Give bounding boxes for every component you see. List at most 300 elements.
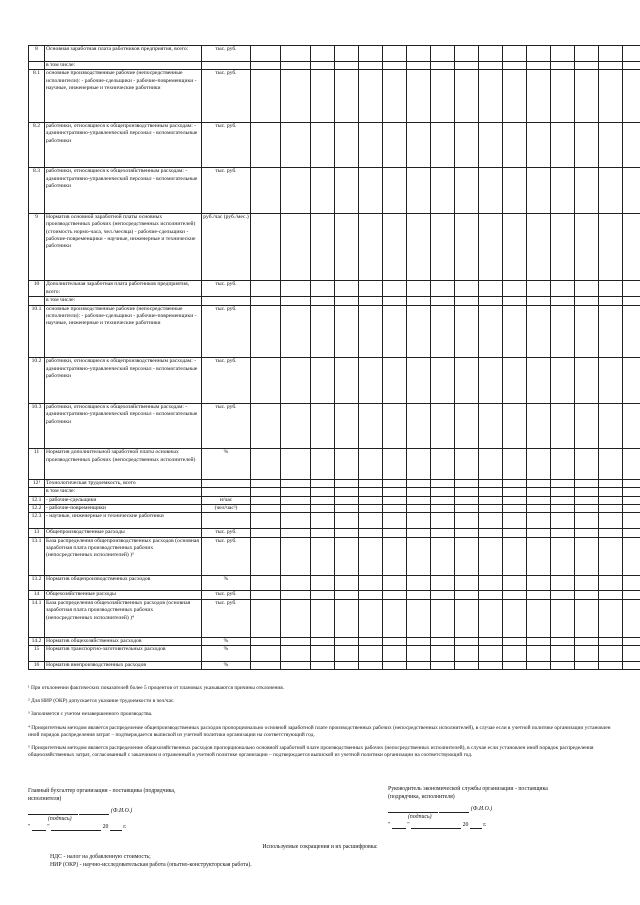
- value-cell[interactable]: [599, 123, 623, 168]
- value-cell[interactable]: [407, 479, 431, 487]
- value-cell[interactable]: [431, 504, 455, 512]
- value-cell[interactable]: [551, 281, 575, 297]
- value-cell[interactable]: [551, 637, 575, 645]
- value-cell[interactable]: [407, 61, 431, 69]
- value-cell[interactable]: [551, 504, 575, 512]
- value-cell[interactable]: [575, 403, 599, 448]
- value-cell[interactable]: [455, 449, 479, 480]
- value-cell[interactable]: [455, 297, 479, 305]
- value-cell[interactable]: [431, 646, 455, 662]
- value-cell[interactable]: [551, 575, 575, 591]
- value-cell[interactable]: [281, 123, 311, 168]
- value-cell[interactable]: [551, 537, 575, 575]
- value-cell[interactable]: [503, 488, 527, 496]
- value-cell[interactable]: [407, 662, 431, 670]
- value-cell[interactable]: [383, 537, 407, 575]
- value-cell[interactable]: [503, 513, 527, 529]
- value-cell[interactable]: [575, 646, 599, 662]
- value-cell[interactable]: [455, 168, 479, 213]
- value-cell[interactable]: [527, 646, 551, 662]
- value-cell[interactable]: [281, 479, 311, 487]
- value-cell[interactable]: [455, 646, 479, 662]
- value-cell[interactable]: [455, 662, 479, 670]
- value-cell[interactable]: [575, 61, 599, 69]
- value-cell[interactable]: [431, 297, 455, 305]
- value-cell[interactable]: [623, 662, 640, 670]
- value-cell[interactable]: [251, 61, 281, 69]
- value-cell[interactable]: [335, 213, 359, 281]
- value-cell[interactable]: [479, 575, 503, 591]
- value-cell[interactable]: [251, 529, 281, 537]
- value-cell[interactable]: [251, 449, 281, 480]
- value-cell[interactable]: [335, 358, 359, 403]
- value-cell[interactable]: [407, 575, 431, 591]
- value-cell[interactable]: [527, 61, 551, 69]
- value-cell[interactable]: [311, 479, 335, 487]
- value-cell[interactable]: [599, 662, 623, 670]
- value-cell[interactable]: [479, 449, 503, 480]
- value-cell[interactable]: [599, 449, 623, 480]
- value-cell[interactable]: [359, 305, 383, 358]
- value-cell[interactable]: [599, 496, 623, 504]
- value-cell[interactable]: [551, 529, 575, 537]
- value-cell[interactable]: [431, 599, 455, 637]
- value-cell[interactable]: [251, 488, 281, 496]
- value-cell[interactable]: [407, 513, 431, 529]
- value-cell[interactable]: [431, 46, 455, 62]
- value-cell[interactable]: [383, 646, 407, 662]
- value-cell[interactable]: [251, 213, 281, 281]
- value-cell[interactable]: [251, 70, 281, 123]
- value-cell[interactable]: [479, 61, 503, 69]
- value-cell[interactable]: [623, 213, 640, 281]
- value-cell[interactable]: [575, 529, 599, 537]
- value-cell[interactable]: [599, 281, 623, 297]
- value-cell[interactable]: [455, 504, 479, 512]
- value-cell[interactable]: [431, 281, 455, 297]
- value-cell[interactable]: [551, 297, 575, 305]
- value-cell[interactable]: [551, 646, 575, 662]
- value-cell[interactable]: [281, 591, 311, 599]
- value-cell[interactable]: [551, 662, 575, 670]
- value-cell[interactable]: [503, 358, 527, 403]
- value-cell[interactable]: [623, 529, 640, 537]
- value-cell[interactable]: [455, 591, 479, 599]
- value-cell[interactable]: [455, 281, 479, 297]
- value-cell[interactable]: [383, 70, 407, 123]
- date-month-line[interactable]: [51, 830, 101, 831]
- value-cell[interactable]: [407, 504, 431, 512]
- value-cell[interactable]: [455, 305, 479, 358]
- value-cell[interactable]: [503, 449, 527, 480]
- value-cell[interactable]: [503, 70, 527, 123]
- value-cell[interactable]: [479, 537, 503, 575]
- value-cell[interactable]: [599, 537, 623, 575]
- value-cell[interactable]: [479, 662, 503, 670]
- value-cell[interactable]: [407, 46, 431, 62]
- value-cell[interactable]: [251, 281, 281, 297]
- value-cell[interactable]: [335, 403, 359, 448]
- value-cell[interactable]: [575, 168, 599, 213]
- value-cell[interactable]: [503, 599, 527, 637]
- value-cell[interactable]: [431, 70, 455, 123]
- value-cell[interactable]: [431, 513, 455, 529]
- value-cell[interactable]: [503, 297, 527, 305]
- value-cell[interactable]: [575, 599, 599, 637]
- value-cell[interactable]: [527, 488, 551, 496]
- value-cell[interactable]: [311, 70, 335, 123]
- value-cell[interactable]: [281, 297, 311, 305]
- value-cell[interactable]: [251, 479, 281, 487]
- value-cell[interactable]: [431, 449, 455, 480]
- value-cell[interactable]: [383, 297, 407, 305]
- value-cell[interactable]: [599, 504, 623, 512]
- value-cell[interactable]: [503, 637, 527, 645]
- value-cell[interactable]: [575, 662, 599, 670]
- value-cell[interactable]: [335, 70, 359, 123]
- value-cell[interactable]: [311, 168, 335, 213]
- value-cell[interactable]: [479, 46, 503, 62]
- value-cell[interactable]: [407, 213, 431, 281]
- value-cell[interactable]: [575, 123, 599, 168]
- value-cell[interactable]: [383, 281, 407, 297]
- value-cell[interactable]: [359, 504, 383, 512]
- value-cell[interactable]: [311, 297, 335, 305]
- value-cell[interactable]: [551, 358, 575, 403]
- value-cell[interactable]: [383, 599, 407, 637]
- value-cell[interactable]: [551, 305, 575, 358]
- value-cell[interactable]: [281, 662, 311, 670]
- value-cell[interactable]: [575, 504, 599, 512]
- value-cell[interactable]: [623, 591, 640, 599]
- value-cell[interactable]: [527, 513, 551, 529]
- value-cell[interactable]: [479, 479, 503, 487]
- signature-left-fio-line[interactable]: [79, 814, 109, 815]
- value-cell[interactable]: [551, 168, 575, 213]
- value-cell[interactable]: [281, 281, 311, 297]
- value-cell[interactable]: [431, 403, 455, 448]
- value-cell[interactable]: [311, 61, 335, 69]
- value-cell[interactable]: [479, 123, 503, 168]
- value-cell[interactable]: [383, 449, 407, 480]
- value-cell[interactable]: [311, 123, 335, 168]
- date-year-line[interactable]: [470, 828, 482, 829]
- value-cell[interactable]: [599, 46, 623, 62]
- value-cell[interactable]: [311, 637, 335, 645]
- value-cell[interactable]: [407, 297, 431, 305]
- value-cell[interactable]: [383, 305, 407, 358]
- value-cell[interactable]: [431, 479, 455, 487]
- value-cell[interactable]: [359, 281, 383, 297]
- value-cell[interactable]: [359, 479, 383, 487]
- value-cell[interactable]: [407, 403, 431, 448]
- value-cell[interactable]: [599, 168, 623, 213]
- value-cell[interactable]: [599, 297, 623, 305]
- value-cell[interactable]: [431, 123, 455, 168]
- value-cell[interactable]: [407, 70, 431, 123]
- value-cell[interactable]: [479, 297, 503, 305]
- value-cell[interactable]: [335, 591, 359, 599]
- value-cell[interactable]: [623, 70, 640, 123]
- value-cell[interactable]: [503, 575, 527, 591]
- value-cell[interactable]: [251, 599, 281, 637]
- value-cell[interactable]: [503, 529, 527, 537]
- value-cell[interactable]: [251, 513, 281, 529]
- value-cell[interactable]: [251, 646, 281, 662]
- value-cell[interactable]: [599, 637, 623, 645]
- value-cell[interactable]: [527, 449, 551, 480]
- value-cell[interactable]: [503, 504, 527, 512]
- value-cell[interactable]: [575, 537, 599, 575]
- value-cell[interactable]: [599, 479, 623, 487]
- value-cell[interactable]: [407, 449, 431, 480]
- value-cell[interactable]: [335, 61, 359, 69]
- value-cell[interactable]: [431, 496, 455, 504]
- value-cell[interactable]: [359, 213, 383, 281]
- value-cell[interactable]: [575, 305, 599, 358]
- value-cell[interactable]: [599, 213, 623, 281]
- value-cell[interactable]: [431, 488, 455, 496]
- value-cell[interactable]: [575, 297, 599, 305]
- value-cell[interactable]: [335, 599, 359, 637]
- value-cell[interactable]: [551, 449, 575, 480]
- value-cell[interactable]: [431, 358, 455, 403]
- value-cell[interactable]: [311, 537, 335, 575]
- value-cell[interactable]: [383, 488, 407, 496]
- value-cell[interactable]: [251, 637, 281, 645]
- value-cell[interactable]: [551, 488, 575, 496]
- value-cell[interactable]: [407, 358, 431, 403]
- value-cell[interactable]: [551, 496, 575, 504]
- value-cell[interactable]: [281, 529, 311, 537]
- value-cell[interactable]: [479, 504, 503, 512]
- value-cell[interactable]: [527, 213, 551, 281]
- value-cell[interactable]: [455, 575, 479, 591]
- value-cell[interactable]: [311, 403, 335, 448]
- value-cell[interactable]: [503, 496, 527, 504]
- value-cell[interactable]: [623, 403, 640, 448]
- value-cell[interactable]: [311, 591, 335, 599]
- value-cell[interactable]: [575, 358, 599, 403]
- value-cell[interactable]: [599, 488, 623, 496]
- value-cell[interactable]: [335, 537, 359, 575]
- value-cell[interactable]: [503, 479, 527, 487]
- value-cell[interactable]: [359, 529, 383, 537]
- value-cell[interactable]: [623, 123, 640, 168]
- value-cell[interactable]: [359, 123, 383, 168]
- value-cell[interactable]: [623, 575, 640, 591]
- value-cell[interactable]: [335, 281, 359, 297]
- value-cell[interactable]: [335, 488, 359, 496]
- value-cell[interactable]: [599, 599, 623, 637]
- value-cell[interactable]: [503, 662, 527, 670]
- value-cell[interactable]: [527, 46, 551, 62]
- value-cell[interactable]: [311, 496, 335, 504]
- value-cell[interactable]: [281, 70, 311, 123]
- value-cell[interactable]: [431, 213, 455, 281]
- value-cell[interactable]: [527, 305, 551, 358]
- value-cell[interactable]: [407, 537, 431, 575]
- value-cell[interactable]: [527, 662, 551, 670]
- value-cell[interactable]: [383, 496, 407, 504]
- value-cell[interactable]: [503, 123, 527, 168]
- value-cell[interactable]: [335, 168, 359, 213]
- value-cell[interactable]: [251, 46, 281, 62]
- value-cell[interactable]: [407, 637, 431, 645]
- value-cell[interactable]: [251, 403, 281, 448]
- value-cell[interactable]: [551, 591, 575, 599]
- value-cell[interactable]: [281, 358, 311, 403]
- value-cell[interactable]: [281, 637, 311, 645]
- value-cell[interactable]: [551, 123, 575, 168]
- value-cell[interactable]: [455, 513, 479, 529]
- value-cell[interactable]: [311, 281, 335, 297]
- value-cell[interactable]: [335, 449, 359, 480]
- value-cell[interactable]: [359, 537, 383, 575]
- value-cell[interactable]: [359, 575, 383, 591]
- value-cell[interactable]: [311, 488, 335, 496]
- value-cell[interactable]: [383, 662, 407, 670]
- value-cell[interactable]: [359, 358, 383, 403]
- value-cell[interactable]: [407, 123, 431, 168]
- value-cell[interactable]: [623, 61, 640, 69]
- value-cell[interactable]: [599, 70, 623, 123]
- value-cell[interactable]: [407, 496, 431, 504]
- value-cell[interactable]: [359, 591, 383, 599]
- value-cell[interactable]: [383, 504, 407, 512]
- value-cell[interactable]: [383, 358, 407, 403]
- value-cell[interactable]: [359, 297, 383, 305]
- value-cell[interactable]: [335, 662, 359, 670]
- value-cell[interactable]: [503, 403, 527, 448]
- value-cell[interactable]: [575, 46, 599, 62]
- value-cell[interactable]: [599, 403, 623, 448]
- value-cell[interactable]: [503, 281, 527, 297]
- value-cell[interactable]: [407, 168, 431, 213]
- value-cell[interactable]: [281, 599, 311, 637]
- value-cell[interactable]: [455, 46, 479, 62]
- value-cell[interactable]: [623, 599, 640, 637]
- value-cell[interactable]: [479, 213, 503, 281]
- value-cell[interactable]: [431, 168, 455, 213]
- value-cell[interactable]: [311, 305, 335, 358]
- value-cell[interactable]: [623, 537, 640, 575]
- value-cell[interactable]: [431, 537, 455, 575]
- value-cell[interactable]: [479, 496, 503, 504]
- value-cell[interactable]: [281, 46, 311, 62]
- value-cell[interactable]: [359, 599, 383, 637]
- value-cell[interactable]: [335, 496, 359, 504]
- value-cell[interactable]: [575, 591, 599, 599]
- value-cell[interactable]: [455, 70, 479, 123]
- value-cell[interactable]: [281, 513, 311, 529]
- value-cell[interactable]: [335, 123, 359, 168]
- value-cell[interactable]: [503, 591, 527, 599]
- value-cell[interactable]: [623, 46, 640, 62]
- value-cell[interactable]: [311, 358, 335, 403]
- value-cell[interactable]: [359, 488, 383, 496]
- value-cell[interactable]: [455, 529, 479, 537]
- value-cell[interactable]: [359, 513, 383, 529]
- value-cell[interactable]: [311, 599, 335, 637]
- value-cell[interactable]: [335, 637, 359, 645]
- value-cell[interactable]: [359, 168, 383, 213]
- value-cell[interactable]: [335, 513, 359, 529]
- value-cell[interactable]: [359, 637, 383, 645]
- date-day-line[interactable]: [32, 830, 46, 831]
- value-cell[interactable]: [503, 213, 527, 281]
- value-cell[interactable]: [479, 168, 503, 213]
- value-cell[interactable]: [527, 281, 551, 297]
- value-cell[interactable]: [311, 504, 335, 512]
- value-cell[interactable]: [503, 305, 527, 358]
- value-cell[interactable]: [335, 575, 359, 591]
- value-cell[interactable]: [251, 575, 281, 591]
- value-cell[interactable]: [551, 513, 575, 529]
- value-cell[interactable]: [527, 575, 551, 591]
- value-cell[interactable]: [479, 70, 503, 123]
- value-cell[interactable]: [527, 479, 551, 487]
- value-cell[interactable]: [431, 61, 455, 69]
- value-cell[interactable]: [527, 403, 551, 448]
- value-cell[interactable]: [527, 70, 551, 123]
- value-cell[interactable]: [479, 599, 503, 637]
- value-cell[interactable]: [599, 529, 623, 537]
- value-cell[interactable]: [527, 358, 551, 403]
- value-cell[interactable]: [623, 168, 640, 213]
- value-cell[interactable]: [335, 529, 359, 537]
- value-cell[interactable]: [527, 537, 551, 575]
- date-year-line[interactable]: [110, 830, 122, 831]
- date-day-line[interactable]: [392, 828, 406, 829]
- value-cell[interactable]: [575, 281, 599, 297]
- value-cell[interactable]: [527, 504, 551, 512]
- value-cell[interactable]: [455, 123, 479, 168]
- value-cell[interactable]: [455, 213, 479, 281]
- value-cell[interactable]: [281, 449, 311, 480]
- value-cell[interactable]: [527, 297, 551, 305]
- value-cell[interactable]: [479, 529, 503, 537]
- value-cell[interactable]: [551, 599, 575, 637]
- value-cell[interactable]: [431, 529, 455, 537]
- value-cell[interactable]: [623, 305, 640, 358]
- value-cell[interactable]: [359, 646, 383, 662]
- value-cell[interactable]: [251, 537, 281, 575]
- value-cell[interactable]: [455, 488, 479, 496]
- value-cell[interactable]: [281, 403, 311, 448]
- value-cell[interactable]: [575, 449, 599, 480]
- value-cell[interactable]: [281, 168, 311, 213]
- value-cell[interactable]: [251, 496, 281, 504]
- value-cell[interactable]: [359, 46, 383, 62]
- value-cell[interactable]: [335, 297, 359, 305]
- value-cell[interactable]: [575, 575, 599, 591]
- value-cell[interactable]: [575, 496, 599, 504]
- value-cell[interactable]: [623, 281, 640, 297]
- value-cell[interactable]: [311, 449, 335, 480]
- value-cell[interactable]: [551, 70, 575, 123]
- value-cell[interactable]: [455, 537, 479, 575]
- value-cell[interactable]: [503, 646, 527, 662]
- value-cell[interactable]: [359, 449, 383, 480]
- value-cell[interactable]: [431, 637, 455, 645]
- value-cell[interactable]: [281, 504, 311, 512]
- value-cell[interactable]: [407, 305, 431, 358]
- value-cell[interactable]: [623, 646, 640, 662]
- value-cell[interactable]: [383, 123, 407, 168]
- value-cell[interactable]: [407, 599, 431, 637]
- value-cell[interactable]: [281, 496, 311, 504]
